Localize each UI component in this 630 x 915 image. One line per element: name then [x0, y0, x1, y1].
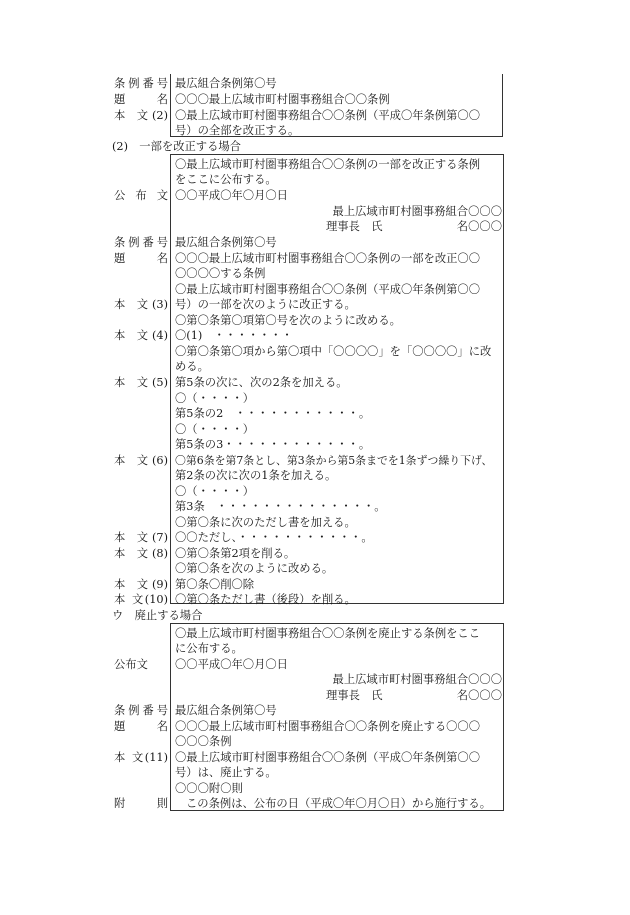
- s2-title-2: 〇〇〇〇する条例: [175, 267, 266, 280]
- s3-title-2: 〇〇〇条例: [175, 735, 232, 748]
- s2-label-11: 本 文(6): [114, 454, 168, 467]
- s2-intro-2: をここに公布する。: [175, 173, 277, 186]
- s2-signer-name: 名〇〇〇: [456, 220, 502, 233]
- s3-number: 最広組合条例第〇号: [175, 704, 277, 717]
- s3-fusoku-text: この条例は、公布の日（平成〇年〇月〇日）から施行する。: [186, 797, 492, 810]
- s2-row-0: 〇最上広域市町村圏事務組合〇〇条例（平成〇年条例第〇〇: [175, 283, 481, 296]
- s2-koufu-label: 公 布 文: [114, 189, 168, 202]
- s2-label-1: 本 文(3): [114, 298, 168, 311]
- s3-body-1: 〇最上広域市町村圏事務組合〇〇条例（平成〇年条例第〇〇: [175, 751, 481, 764]
- s2-number: 最広組合条例第〇号: [175, 236, 277, 249]
- s2-label-17: 本 文(8): [114, 547, 168, 560]
- s2-row-14: 第3条 ・・・・・・・・・・・・・・。: [175, 500, 386, 513]
- s3-intro-2: に公布する。: [175, 642, 243, 655]
- s1-text-body2b: 号）の全部を改正する。: [175, 124, 300, 137]
- s2-row-16: 〇〇ただし、・・・・・・・・・・・。: [175, 531, 373, 544]
- s2-label-19: 本 文(9): [114, 578, 168, 591]
- s1-text-body2a: 〇最上広域市町村圏事務組合〇〇条例（平成〇年条例第〇〇: [175, 109, 481, 122]
- s2-row-1: 号）の一部を次のように改正する。: [175, 298, 356, 311]
- s2-intro-1: 〇最上広域市町村圏事務組合〇〇条例の一部を改正する条例: [175, 158, 481, 171]
- section2-heading: (2) 一部を改正する場合: [112, 140, 241, 153]
- s2-koufu-date: 〇〇平成〇年〇月〇日: [175, 189, 288, 202]
- s3-fusoku-title: 〇〇〇附〇則: [175, 782, 243, 795]
- s3-intro-1: 〇最上広域市町村圏事務組合〇〇条例を廃止する条例をここ: [175, 627, 481, 640]
- s2-number-label: 条例番号: [114, 236, 168, 249]
- s3-title-1: 〇〇〇最上広域市町村圏事務組合〇〇条例を廃止する〇〇〇: [175, 720, 481, 733]
- s2-row-19: 第〇条〇削〇除: [175, 578, 255, 591]
- s2-row-4: 〇第〇条第〇項から第〇項中「〇〇〇〇」を「〇〇〇〇」に改: [175, 345, 492, 358]
- s2-label-16: 本 文(7): [114, 531, 168, 544]
- s2-row-3: 〇(1) ・・・・・・・: [175, 329, 293, 342]
- s2-row-8: 第5条の2 ・・・・・・・・・・・。: [175, 407, 371, 420]
- s3-koufu-label: 公布文: [114, 658, 148, 671]
- s2-label-20: 本 文(10): [114, 593, 168, 606]
- s2-row-6: 第5条の次に、次の2条を加える。: [175, 376, 348, 389]
- s2-row-17: 〇第〇条第2項を削る。: [175, 547, 296, 560]
- s2-row-7: 〇（・・・・）: [175, 392, 255, 405]
- s2-title-label: 題 名: [114, 252, 168, 265]
- s1-label-title: 題 名: [114, 93, 168, 106]
- s3-body-2: 号）は、廃止する。: [175, 766, 277, 779]
- s1-text-title: 〇〇〇最上広域市町村圏事務組合〇〇条例: [175, 93, 390, 106]
- s3-koufu-date: 〇〇平成〇年〇月〇日: [175, 658, 288, 671]
- s2-title-1: 〇〇〇最上広域市町村圏事務組合〇〇条例の一部を改正〇〇: [175, 252, 481, 265]
- s2-signer-title: 理事長 氏: [326, 220, 383, 233]
- s2-row-20: 〇第〇条ただし書（後段）を削る。: [175, 593, 356, 606]
- s3-signer-name: 名〇〇〇: [456, 689, 502, 702]
- s3-org: 最上広域市町村圏事務組合〇〇〇: [332, 673, 502, 686]
- s2-row-5: める。: [175, 360, 209, 373]
- s2-label-6: 本 文(5): [114, 376, 168, 389]
- s1-text-number: 最広組合条例第〇号: [175, 77, 277, 90]
- s3-title-label: 題 名: [114, 720, 168, 733]
- s3-fusoku-label: 附 則: [114, 797, 168, 810]
- s2-label-3: 本 文(4): [114, 329, 168, 342]
- s2-row-10: 第5条の3・・・・・・・・・・・・。: [175, 438, 371, 451]
- s2-org: 最上広域市町村圏事務組合〇〇〇: [332, 205, 502, 218]
- s2-row-13: 〇（・・・・）: [175, 485, 255, 498]
- s3-body-label: 本 文(11): [114, 751, 168, 764]
- s1-label-number: 条例番号: [114, 77, 168, 90]
- s3-signer-title: 理事長 氏: [326, 689, 383, 702]
- s2-row-9: 〇（・・・・）: [175, 423, 255, 436]
- s2-row-15: 〇第〇条に次のただし書を加える。: [175, 516, 356, 529]
- s2-row-11: 〇第6条を第7条とし、第3条から第5条までを1条ずつ繰り下げ、: [175, 454, 493, 467]
- s1-label-body2: 本 文(2): [114, 109, 168, 122]
- s2-row-18: 〇第〇条を次のように改める。: [175, 562, 334, 575]
- section3-heading: ウ 廃止する場合: [112, 609, 203, 622]
- s3-number-label: 条例番号: [114, 704, 168, 717]
- s2-row-12: 第2条の次に次の1条を加える。: [175, 469, 337, 482]
- s2-row-2: 〇第〇条第〇項第〇号を次のように改める。: [175, 314, 401, 327]
